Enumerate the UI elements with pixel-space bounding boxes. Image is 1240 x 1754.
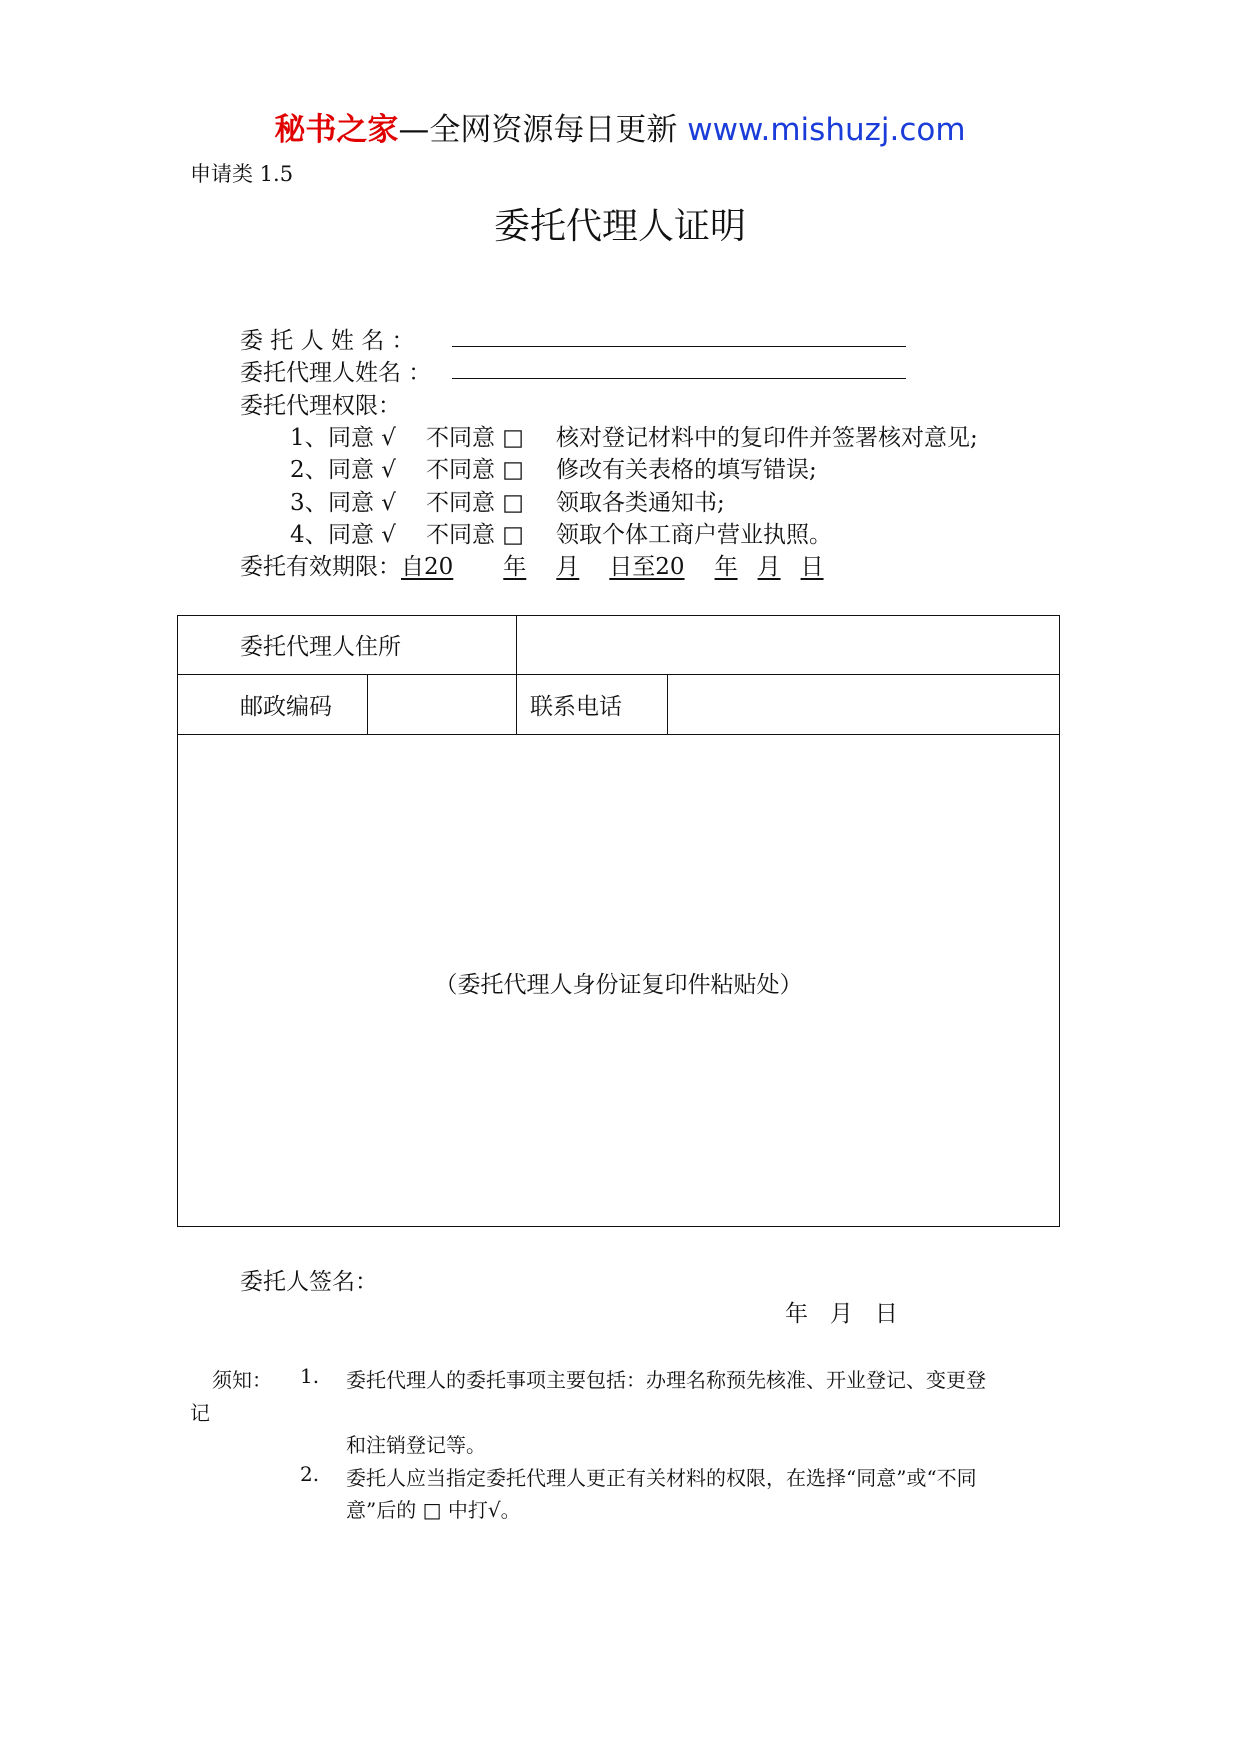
permission-number: 2、: [290, 457, 328, 483]
permission-item: [290, 516, 832, 549]
note-text: 意”后的 □ 中打√。: [346, 1498, 521, 1522]
note-text: 记: [190, 1401, 210, 1425]
table-divider: [177, 734, 1060, 735]
validity-label: 委托有效期限：: [240, 554, 401, 580]
validity-year2[interactable]: 年: [714, 554, 738, 580]
agree-checkbox[interactable]: 同意 √: [328, 457, 396, 483]
principal-name-field[interactable]: [452, 346, 906, 347]
phone-input[interactable]: [669, 676, 1058, 733]
form-category: 申请类 1.5: [190, 162, 294, 186]
note-number: 1.: [300, 1364, 320, 1388]
id-copy-paste-area: （委托代理人身份证复印件粘贴处）: [434, 972, 803, 998]
address-input[interactable]: [518, 616, 1058, 673]
validity-month1[interactable]: 月: [556, 554, 580, 580]
note-number: 2.: [300, 1462, 320, 1486]
note-text: 和注销登记等。: [346, 1433, 486, 1457]
permission-text: 修改有关表格的填写错误;: [556, 457, 817, 483]
agent-name-label: 委托代理人姓名 ：: [240, 360, 432, 386]
disagree-checkbox[interactable]: 不同意 □: [426, 522, 525, 548]
validity-from[interactable]: 自20: [401, 554, 454, 580]
agent-name-field[interactable]: [452, 378, 906, 379]
principal-signature-label: 委托人签名：: [240, 1269, 378, 1295]
agent-name-row: [240, 354, 431, 387]
postcode-input[interactable]: [369, 676, 515, 733]
banner-url-link[interactable]: www.mishuzj.com: [687, 112, 966, 148]
banner-slogan: 全网资源每日更新: [429, 112, 678, 148]
permission-number: 1、: [290, 425, 328, 451]
disagree-checkbox[interactable]: 不同意 □: [426, 457, 525, 483]
banner-brand: 秘书之家: [274, 112, 399, 148]
validity-day2[interactable]: 日: [800, 554, 824, 580]
permission-item: [290, 451, 817, 484]
permission-item: [290, 419, 978, 452]
validity-day-to[interactable]: 日至20: [609, 554, 685, 580]
disagree-checkbox[interactable]: 不同意 □: [426, 490, 525, 516]
note-text: 委托人应当指定委托代理人更正有关材料的权限，在选择“同意”或“不同: [346, 1466, 977, 1490]
authority-label: 委托代理权限：: [240, 393, 401, 419]
table-divider: [367, 674, 368, 734]
permission-text: 核对登记材料中的复印件并签署核对意见;: [556, 425, 978, 451]
signature-date: 年 月 日: [785, 1301, 898, 1327]
table-divider: [177, 674, 1060, 675]
phone-label: 联系电话: [530, 694, 622, 720]
permission-number: 4、: [290, 522, 328, 548]
note-text: 委托代理人的委托事项主要包括：办理名称预先核准、开业登记、变更登: [346, 1368, 986, 1392]
permission-text: 领取各类通知书;: [556, 490, 725, 516]
banner-dash: —: [398, 112, 430, 148]
validity-year1[interactable]: 年: [503, 554, 527, 580]
permission-number: 3、: [290, 490, 328, 516]
notes-heading: 须知：: [212, 1368, 272, 1392]
agree-checkbox[interactable]: 同意 √: [328, 490, 396, 516]
permission-item: [290, 484, 725, 517]
principal-name-row: [240, 322, 415, 355]
address-label: 委托代理人住所: [240, 634, 401, 660]
document-title: 委托代理人证明: [493, 206, 746, 247]
postcode-label: 邮政编码: [240, 694, 332, 720]
table-divider: [516, 615, 517, 735]
validity-period: [240, 548, 824, 581]
principal-name-label: 委 托 人 姓 名 ：: [240, 328, 415, 354]
permission-text: 领取个体工商户营业执照。: [556, 522, 832, 548]
validity-month2[interactable]: 月: [757, 554, 781, 580]
table-divider: [667, 674, 668, 734]
site-banner: [0, 104, 1240, 149]
disagree-checkbox[interactable]: 不同意 □: [426, 425, 525, 451]
agree-checkbox[interactable]: 同意 √: [328, 425, 396, 451]
agree-checkbox[interactable]: 同意 √: [328, 522, 396, 548]
